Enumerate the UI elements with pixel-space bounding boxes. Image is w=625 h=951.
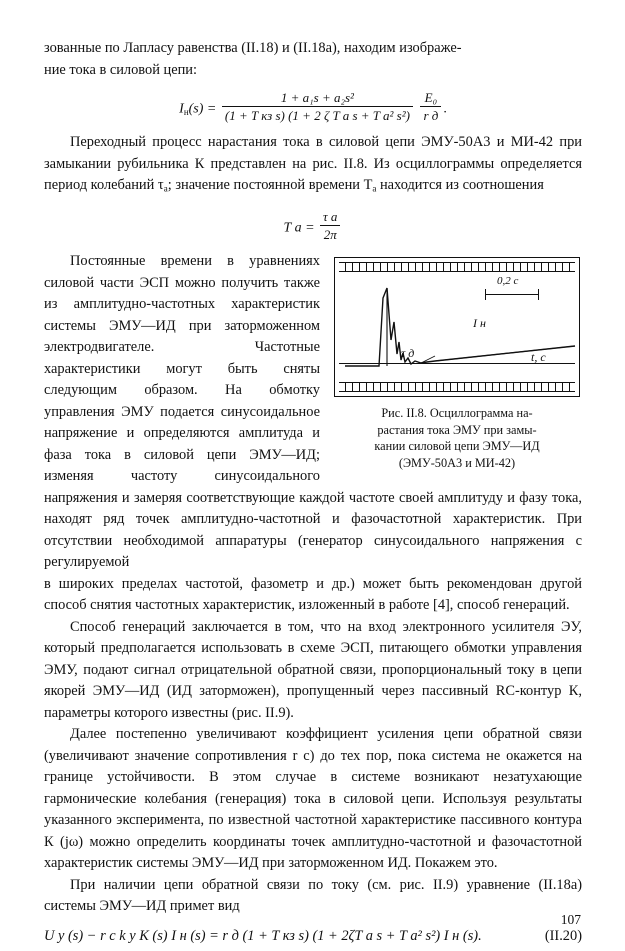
scale-bar-line xyxy=(485,294,539,295)
paragraph-line: зованные по Лапласу равенства (II.18) и (II.18a), находим изображе- xyxy=(44,40,462,56)
figure-caption xyxy=(334,405,580,471)
formula-fraction-e0 xyxy=(420,90,441,123)
formula-lhs: I xyxy=(179,101,184,117)
oscillogram-trace xyxy=(335,258,581,398)
formula-fraction-main xyxy=(222,90,413,123)
caption-line-3: кании силовой цепи ЭМУ—ИД xyxy=(374,439,540,454)
paragraph-current-feedback: При наличии цепи обратной связи по току (см. рис. II.9) уравнение (II.18a) системы ЭМУ—ИД примет вид xyxy=(44,876,582,915)
scale-tick-right xyxy=(538,289,539,300)
formula-lhs-arg: (s) = xyxy=(188,101,217,117)
formula-tau-num: τ a xyxy=(320,209,340,226)
time-axis-label: t, с xyxy=(531,350,546,365)
paragraph-generation-method: Способ генераций заключается в том, что на вход электронного усилителя ЭУ, который предполагается использовать в схеме ЭСП, питающего обмотки управления ЭМУ, подают сигнал отрицательной обратной связи, пропорциональный току в цепи якорей ЭМУ—ИД (ИД заторможен), пропущенный через пассивный RC-контур К, параметры которого известны (рис. II.9). xyxy=(44,618,582,721)
caption-line-2: растания тока ЭМУ при замы- xyxy=(377,422,537,437)
paragraph-text-end: находится из соотношения xyxy=(376,177,544,193)
paragraph-continuation xyxy=(44,38,582,81)
caption-line-4: (ЭМУ-50А3 и МИ-42) xyxy=(398,455,516,470)
paragraph-transient-process xyxy=(44,132,582,200)
paragraph-text: Переходный процесс нарастания тока в силовой цепи ЭМУ-50А3 и МИ-42 при замыкании рубильника К представлен на рис. II.8. Из осциллограммы определяется период колебаний τ xyxy=(44,134,582,193)
scale-bar xyxy=(485,275,539,300)
formula-lhs-sub: н xyxy=(183,107,189,117)
formula-tau-den: 2π xyxy=(323,227,337,243)
tau-label: τ д xyxy=(401,346,415,361)
formula-current-image: $I_н(s)$ = $\frac{\text{1 + a₁s + a₂s²}}{\text{(1 + T кз s) (1 + 2 ζ T a s + T a² s²)}}$ $\frac{\text{E₀}}{\text{r д}}$ . xyxy=(179,90,447,123)
formula-denominator-rd: r д xyxy=(423,108,439,123)
formula-time-constant xyxy=(44,209,582,242)
paragraph-frequency-characteristics-cont: в широких пределах частотой, фазометр и др.) может быть рекомендован другой способ снятия частотных характеристик, изложенный в работе [4], способ генераций. xyxy=(44,575,582,614)
page-content xyxy=(44,38,582,951)
paragraph-feedback-gain: Далее постепенно увеличивают коэффициент усиления цепи обратной связи (увеличивают значение сопротивления r с) до тех пор, пока система не окажется на границе устойчивости. В этом случае в системе возникают незатухающие гармонические колебания (генерация) тока в силовой цепи. Используя результаты указанного эксперимента, по известной частотной характеристике пассивного контура К (jω) можно определить координаты точек амплитудно-частотной и фазочастотной характеристик системы ЭМУ—ИД при заторможенном ИД. Покажем это. xyxy=(44,726,582,872)
paragraph-text-cont: ; значение постоянной времени T xyxy=(167,177,373,193)
formula-denominator: (1 + T кз s) (1 + 2 ζ T a s + T a² s²) xyxy=(224,108,410,123)
current-label: I н xyxy=(473,316,486,331)
paragraph-frequency-characteristics: Постоянные времени в уравнениях силовой части ЭСП можно получить также из амплитудно-частотных характеристик системы ЭМУ—ИД при заторможенном электродвигателе. Частотные характеристики могут быть сняты следующим образом. На обмотку управления ЭМУ подается синусоидальное напряжение и определяются амплитуда и фаза тока в силовой цепи ЭМУ—ИД; изменяя частоту синусоидального напряжения и замеряя соответствующие каждой частоте своей амплитуду и фазу тока, находят ряд точек амплитудно-частотной и фазочастотной характеристик. При отсутствии необходимой аппаратуры (генератор синусоидального напряжения с регулируемой xyxy=(44,253,582,571)
formula-number: (II.20) xyxy=(544,927,582,944)
formula-numerator: 1 + a₁s + a₂s² xyxy=(222,90,413,107)
oscillogram-image xyxy=(334,257,580,397)
tau-sub: a xyxy=(163,183,168,194)
caption-line-1: Рис. II.8. Осциллограмма на- xyxy=(381,406,533,421)
formula-numerator-e0: E₀ xyxy=(420,90,441,107)
page-number: 107 xyxy=(560,912,581,927)
paragraph-line: ние тока в силовой цепи: xyxy=(44,61,197,78)
formula-ta-lhs: T a = xyxy=(283,220,315,236)
formula-II20-body: U у (s) − r c k y K (s) I н (s) = r д (1 + T кз s) (1 + 2ζT a s + T a² s²) I н (s). xyxy=(44,927,482,944)
figure-oscillogram xyxy=(334,257,582,471)
formula-fraction-tau xyxy=(320,209,340,242)
formula-II20 xyxy=(44,928,582,945)
ta-sub: a xyxy=(372,183,377,194)
scale-label: 0,2 с xyxy=(497,275,519,288)
